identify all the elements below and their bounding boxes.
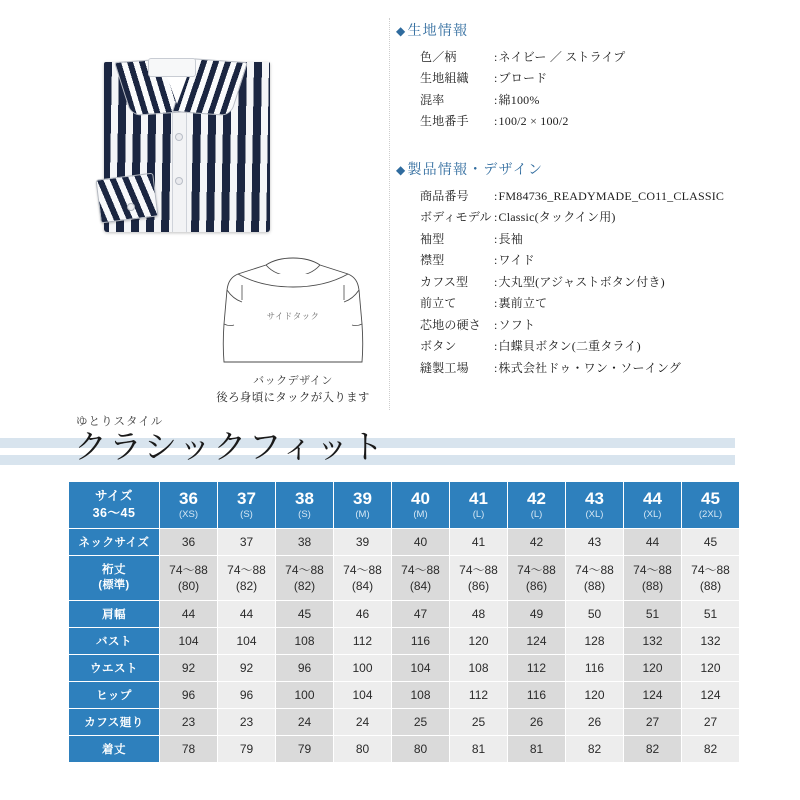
- spec-label: 生地組織: [420, 71, 469, 86]
- size-number: 40: [411, 489, 430, 509]
- size-alpha: (M): [413, 508, 428, 520]
- spec-label: 前立て: [420, 296, 457, 311]
- size-chart-cell: [566, 601, 623, 627]
- size-chart-row: [69, 736, 739, 762]
- size-chart-cell: [508, 529, 565, 555]
- spec-value: : ソフト: [494, 315, 724, 337]
- size-chart-cell: [450, 682, 507, 708]
- cell-value: 124: [526, 634, 547, 648]
- cell-value: 116: [410, 634, 431, 648]
- cell-value: 41: [471, 535, 486, 549]
- cell-value: 80: [413, 742, 428, 756]
- cell-value: 27: [703, 715, 718, 729]
- cell-value: 44: [239, 607, 254, 621]
- size-chart-row: [69, 601, 739, 627]
- fabric-info-list: [420, 47, 626, 133]
- size-column-header-44: [624, 482, 681, 528]
- cell-value: 74〜88: [459, 562, 498, 577]
- cell-value: 120: [584, 688, 605, 702]
- shirt-illustration-photo: [94, 38, 280, 234]
- size-number: 42: [527, 489, 546, 509]
- cell-value: 116: [584, 661, 605, 675]
- size-column-header-38: [276, 482, 333, 528]
- size-chart-cell: [334, 682, 391, 708]
- size-chart-cell: [682, 682, 739, 708]
- spec-label: 色／柄: [420, 49, 457, 64]
- spec-value: : ワイド: [494, 250, 724, 272]
- fit-eyebrow-label: ゆとりスタイル: [76, 416, 164, 428]
- cell-value: 23: [239, 715, 254, 729]
- size-row-header: [69, 529, 159, 555]
- cell-value: 47: [413, 607, 428, 621]
- row-header-line-1: バスト: [96, 636, 132, 648]
- cell-value: 82: [645, 742, 660, 756]
- row-header-line-2: (標準): [98, 579, 130, 592]
- shirt-button-lower: [176, 178, 182, 184]
- size-chart-header-row: [69, 482, 739, 528]
- spec-value: : 白蝶貝ボタン(二重タライ): [494, 336, 724, 358]
- cell-value: 112: [352, 634, 373, 648]
- size-row-header: [69, 709, 159, 735]
- size-chart-cell: [334, 556, 391, 600]
- cell-value: 44: [181, 607, 196, 621]
- cell-value: 24: [297, 715, 312, 729]
- cell-value: 82: [587, 742, 602, 756]
- cell-value: 92: [239, 661, 254, 675]
- size-row-header: [69, 556, 159, 600]
- cell-value: 78: [181, 742, 196, 756]
- diamond-bullet-icon: ◆: [396, 24, 407, 38]
- shirt-cuff: [96, 173, 159, 224]
- size-chart-cell: [508, 556, 565, 600]
- cell-value-secondary: (82): [235, 579, 258, 593]
- cell-value: 132: [700, 634, 721, 648]
- spec-row: [420, 186, 724, 208]
- size-chart-cell: [624, 601, 681, 627]
- spec-row: [420, 111, 626, 133]
- cell-value: 37: [239, 535, 254, 549]
- size-chart-cell: [218, 682, 275, 708]
- size-chart-cell: [682, 628, 739, 654]
- size-alpha: (XS): [179, 508, 198, 520]
- cell-value: 24: [355, 715, 370, 729]
- size-chart-cell: [392, 736, 449, 762]
- cell-value: 80: [355, 742, 370, 756]
- cell-value: 74〜88: [575, 562, 614, 577]
- cell-value: 74〜88: [169, 562, 208, 577]
- size-chart-cell: [334, 736, 391, 762]
- size-chart-cell: [508, 655, 565, 681]
- size-chart-cell: [450, 556, 507, 600]
- size-chart-cell: [450, 628, 507, 654]
- side-tuck-label: サイドタック: [266, 311, 320, 321]
- cell-value: 79: [297, 742, 312, 756]
- size-chart-cell: [276, 709, 333, 735]
- cell-value: 36: [181, 535, 196, 549]
- cell-value: 74〜88: [343, 562, 382, 577]
- spec-value: : 綿100%: [494, 90, 626, 112]
- size-chart-cell: [624, 682, 681, 708]
- size-chart-cell: [218, 628, 275, 654]
- spec-label: 混率: [420, 92, 445, 107]
- cell-value: 92: [181, 661, 196, 675]
- size-number: 41: [469, 489, 488, 509]
- cell-value: 74〜88: [227, 562, 266, 577]
- size-chart-cell: [218, 709, 275, 735]
- size-number: 37: [237, 489, 256, 509]
- size-row-header: [69, 628, 159, 654]
- size-chart-cell: [160, 628, 217, 654]
- cell-value-secondary: (88): [583, 579, 606, 593]
- cell-value: 120: [642, 661, 663, 675]
- spec-row: [420, 336, 724, 358]
- size-chart-cell: [160, 556, 217, 600]
- size-chart-cell: [334, 655, 391, 681]
- cell-value: 26: [587, 715, 602, 729]
- spec-label: 縫製工場: [420, 360, 469, 375]
- size-chart-cell: [682, 709, 739, 735]
- cell-value: 108: [294, 634, 315, 648]
- spec-row: [420, 358, 724, 380]
- size-column-header-45: [682, 482, 739, 528]
- spec-value: : ブロード: [494, 68, 626, 90]
- spec-value: : 裏前立て: [494, 293, 724, 315]
- cell-value: 74〜88: [633, 562, 672, 577]
- cell-value: 100: [352, 661, 373, 675]
- size-chart-cell: [218, 655, 275, 681]
- size-chart-cell: [218, 556, 275, 600]
- cell-value: 112: [526, 661, 547, 675]
- size-row-header: [69, 682, 159, 708]
- cell-value: 96: [181, 688, 196, 702]
- size-number: 39: [353, 489, 372, 509]
- size-chart-cell: [160, 682, 217, 708]
- cell-value-secondary: (88): [641, 579, 664, 593]
- spec-label: 袖型: [420, 231, 445, 246]
- size-alpha: (XL): [585, 508, 604, 520]
- size-chart-row: [69, 556, 739, 600]
- size-alpha: (L): [472, 508, 485, 520]
- size-row-header: [69, 655, 159, 681]
- cell-value: 82: [703, 742, 718, 756]
- size-chart-cell: [566, 628, 623, 654]
- size-chart-cell: [624, 655, 681, 681]
- cell-value: 50: [587, 607, 602, 621]
- product-info-list: [420, 186, 724, 380]
- size-chart-cell: [508, 601, 565, 627]
- cell-value: 45: [297, 607, 312, 621]
- spec-label: カフス型: [420, 274, 469, 289]
- row-header-line-1: ウエスト: [90, 663, 138, 675]
- size-alpha: (S): [298, 508, 311, 520]
- size-chart-cell: [682, 655, 739, 681]
- cell-value: 120: [700, 661, 721, 675]
- size-chart-cell: [624, 556, 681, 600]
- cell-value-secondary: (86): [525, 579, 548, 593]
- size-chart-cell: [624, 709, 681, 735]
- cell-value: 23: [181, 715, 196, 729]
- cell-value: 120: [468, 634, 489, 648]
- cell-value-secondary: (84): [409, 579, 432, 593]
- size-chart-cell: [334, 529, 391, 555]
- size-chart-cell: [566, 709, 623, 735]
- cell-value: 104: [352, 688, 373, 702]
- cell-value: 26: [529, 715, 544, 729]
- corner-line-1: サイズ: [94, 489, 133, 504]
- cell-value: 81: [471, 742, 486, 756]
- cell-value: 42: [529, 535, 544, 549]
- size-chart-cell: [392, 709, 449, 735]
- size-chart-cell: [508, 736, 565, 762]
- cell-value-secondary: (88): [699, 579, 722, 593]
- cell-value-secondary: (84): [351, 579, 374, 593]
- spec-label: 芯地の硬さ: [420, 317, 482, 332]
- cell-value: 74〜88: [401, 562, 440, 577]
- size-chart-cell: [334, 709, 391, 735]
- product-info-heading-text: 製品情報・デザイン: [407, 163, 544, 178]
- size-chart-cell: [682, 529, 739, 555]
- cell-value: 132: [642, 634, 663, 648]
- cell-value: 104: [178, 634, 199, 648]
- size-chart-body: [69, 529, 739, 762]
- spec-row: [420, 47, 626, 69]
- size-chart-cell: [392, 682, 449, 708]
- size-column-header-42: [508, 482, 565, 528]
- cell-value: 81: [529, 742, 544, 756]
- cell-value: 104: [410, 661, 431, 675]
- size-chart-row: [69, 628, 739, 654]
- size-chart-cell: [624, 628, 681, 654]
- shirt-collar-band: [148, 58, 196, 77]
- size-chart-cell: [276, 601, 333, 627]
- size-alpha: (L): [530, 508, 543, 520]
- cell-value: 40: [413, 535, 428, 549]
- row-header-line-1: ネックサイズ: [78, 537, 150, 549]
- size-chart-cell: [450, 736, 507, 762]
- size-chart-cell: [450, 601, 507, 627]
- back-design-illustration: [198, 252, 388, 370]
- cell-value: 25: [413, 715, 428, 729]
- size-chart-cell: [218, 736, 275, 762]
- size-chart-cell: [334, 628, 391, 654]
- spec-label: ボタン: [420, 339, 457, 354]
- size-chart-cell: [160, 601, 217, 627]
- cell-value-secondary: (80): [177, 579, 200, 593]
- spec-row: [420, 229, 724, 251]
- size-chart-cell: [682, 736, 739, 762]
- product-info-heading: [396, 163, 724, 180]
- size-alpha: (S): [240, 508, 253, 520]
- size-row-header: [69, 601, 159, 627]
- size-chart-cell: [276, 628, 333, 654]
- size-alpha: (2XL): [698, 508, 723, 520]
- size-chart-cell: [566, 682, 623, 708]
- shirt-front-placket: [172, 92, 187, 232]
- spec-row: [420, 315, 724, 337]
- size-chart-cell: [276, 736, 333, 762]
- size-chart-cell: [508, 628, 565, 654]
- cell-value: 27: [645, 715, 660, 729]
- cell-value: 43: [587, 535, 602, 549]
- size-chart-corner-header: [69, 482, 159, 528]
- size-chart-cell: [450, 709, 507, 735]
- spec-value: : 100/2 × 100/2: [494, 111, 626, 133]
- size-chart-cell: [624, 736, 681, 762]
- row-header-line-1: 着丈: [102, 744, 126, 756]
- cell-value: 79: [239, 742, 254, 756]
- size-number: 36: [179, 489, 198, 509]
- size-chart-cell: [508, 682, 565, 708]
- size-chart-row: [69, 682, 739, 708]
- spec-row: [420, 293, 724, 315]
- cell-value: 112: [468, 688, 489, 702]
- spec-value: : 株式会社ドゥ・ワン・ソーイング: [494, 358, 724, 380]
- size-chart-row: [69, 709, 739, 735]
- size-chart-cell: [160, 736, 217, 762]
- spec-row: [420, 68, 626, 90]
- spec-row: [420, 272, 724, 294]
- size-chart-cell: [218, 529, 275, 555]
- spec-value: : FM84736_READYMADE_CO11_CLASSIC: [494, 186, 724, 208]
- size-column-header-36: [160, 482, 217, 528]
- size-chart-cell: [450, 529, 507, 555]
- size-chart-cell: [566, 655, 623, 681]
- size-chart-row: [69, 529, 739, 555]
- size-chart-cell: [566, 736, 623, 762]
- size-chart-cell: [276, 556, 333, 600]
- size-chart-cell: [334, 601, 391, 627]
- cell-value-secondary: (86): [467, 579, 490, 593]
- spec-row: [420, 250, 724, 272]
- cell-value: 25: [471, 715, 486, 729]
- spec-row: [420, 207, 724, 229]
- shirt-cuff-button: [128, 204, 134, 210]
- spec-value: : 長袖: [494, 229, 724, 251]
- diamond-bullet-icon: ◆: [396, 163, 407, 177]
- size-chart-cell: [392, 655, 449, 681]
- size-chart-cell: [276, 682, 333, 708]
- vertical-dotted-divider: [389, 18, 390, 410]
- size-chart-cell: [276, 529, 333, 555]
- cell-value: 39: [355, 535, 370, 549]
- size-chart-cell: [392, 556, 449, 600]
- size-chart-cell: [160, 709, 217, 735]
- size-alpha: (XL): [643, 508, 662, 520]
- size-chart-cell: [566, 529, 623, 555]
- size-chart-cell: [392, 529, 449, 555]
- size-column-header-40: [392, 482, 449, 528]
- cell-value: 44: [645, 535, 660, 549]
- cell-value: 108: [410, 688, 431, 702]
- spec-row: [420, 90, 626, 112]
- row-header-line-1: ヒップ: [96, 690, 132, 702]
- spec-label: ボディモデル: [420, 210, 492, 225]
- cell-value: 45: [703, 535, 718, 549]
- cell-value: 128: [584, 634, 605, 648]
- cell-value: 74〜88: [285, 562, 324, 577]
- cell-value: 108: [468, 661, 489, 675]
- cell-value: 38: [297, 535, 312, 549]
- spec-value: : ネイビー ／ ストライプ: [494, 47, 626, 69]
- size-chart-cell: [508, 709, 565, 735]
- cell-value: 124: [642, 688, 663, 702]
- cell-value: 124: [700, 688, 721, 702]
- size-column-header-43: [566, 482, 623, 528]
- fabric-info-heading: [396, 24, 626, 41]
- corner-line-2: 36〜45: [92, 506, 136, 520]
- size-chart-cell: [160, 655, 217, 681]
- size-column-header-41: [450, 482, 507, 528]
- cell-value: 104: [236, 634, 257, 648]
- size-number: 43: [585, 489, 604, 509]
- fabric-info-heading-text: 生地情報: [407, 24, 469, 39]
- cell-value: 100: [294, 688, 315, 702]
- spec-value: : 大丸型(アジャストボタン付き): [494, 272, 724, 294]
- size-number: 45: [701, 489, 720, 509]
- spec-label: 生地番手: [420, 114, 469, 129]
- size-alpha: (M): [355, 508, 370, 520]
- size-chart-table: [68, 481, 740, 763]
- cell-value: 116: [526, 688, 547, 702]
- size-number: 38: [295, 489, 314, 509]
- cell-value: 49: [529, 607, 544, 621]
- size-chart-cell: [624, 529, 681, 555]
- size-chart-row: [69, 655, 739, 681]
- size-number: 44: [643, 489, 662, 509]
- product-info-block: [396, 163, 724, 379]
- size-chart-cell: [392, 601, 449, 627]
- back-design-caption-text: 後ろ身頃にタックが入ります: [216, 392, 370, 404]
- size-column-header-39: [334, 482, 391, 528]
- size-chart-cell: [276, 655, 333, 681]
- size-chart-cell: [392, 628, 449, 654]
- size-column-header-37: [218, 482, 275, 528]
- size-chart-cell: [450, 655, 507, 681]
- size-row-header: [69, 736, 159, 762]
- size-chart-cell: [218, 601, 275, 627]
- size-chart-cell: [566, 556, 623, 600]
- fit-title: クラシックフィット: [74, 430, 386, 466]
- cell-value: 51: [703, 607, 718, 621]
- fabric-info-block: [396, 24, 626, 133]
- cell-value: 74〜88: [691, 562, 730, 577]
- row-header-line-1: カフス廻り: [84, 717, 144, 729]
- shirt-button-upper: [176, 134, 182, 140]
- spec-label: 商品番号: [420, 188, 469, 203]
- cell-value-secondary: (82): [293, 579, 316, 593]
- cell-value: 48: [471, 607, 486, 621]
- size-chart-cell: [682, 601, 739, 627]
- cell-value: 96: [239, 688, 254, 702]
- cell-value: 74〜88: [517, 562, 556, 577]
- row-header-line-1: 肩幅: [102, 609, 126, 621]
- cell-value: 96: [297, 661, 312, 675]
- shirt-product-photo: [72, 22, 300, 250]
- size-chart-cell: [682, 556, 739, 600]
- cell-value: 46: [355, 607, 370, 621]
- spec-label: 襟型: [420, 253, 445, 268]
- cell-value: 51: [645, 607, 660, 621]
- spec-value: : Classic(タックイン用): [494, 207, 724, 229]
- size-chart-cell: [160, 529, 217, 555]
- back-design-caption-title: バックデザイン: [253, 375, 333, 387]
- row-header-line-1: 裄丈: [102, 564, 126, 577]
